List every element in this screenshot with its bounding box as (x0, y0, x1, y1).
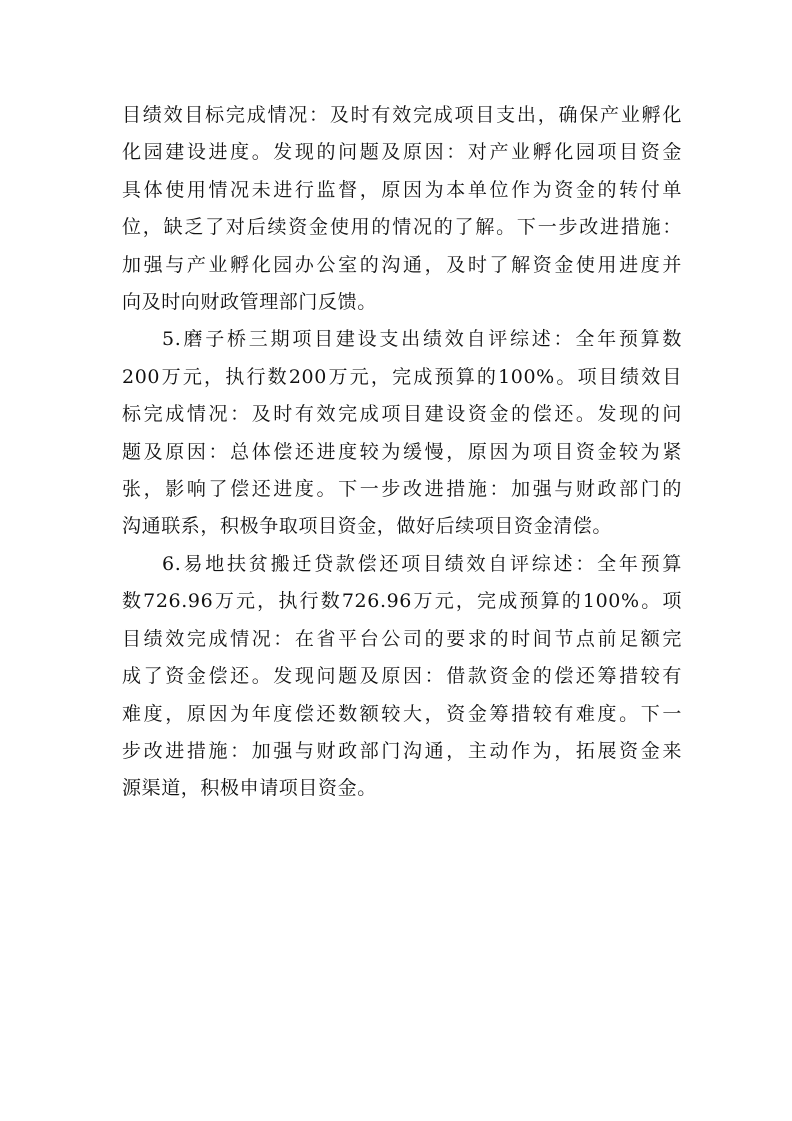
paragraph-incubator-continuation (122, 97, 682, 321)
text-line: 数726.96万元，执行数726.96万元，完成预算的100%。项 (122, 590, 682, 613)
text-line: 6.易地扶贫搬迁贷款偿还项目绩效自评综述：全年预算 (162, 552, 682, 575)
text-line: 5.磨子桥三期项目建设支出绩效自评综述：全年预算数 (162, 328, 682, 351)
text-line: 沟通联系，积极争取项目资金，做好后续项目资金清偿。 (122, 515, 613, 538)
text-line: 加强与产业孵化园办公室的沟通，及时了解资金使用进度并 (122, 253, 682, 276)
text-line: 目绩效目标完成情况：及时有效完成项目支出，确保产业孵化 (122, 104, 682, 126)
text-line: 题及原因：总体偿还进度较为缓慢，原因为项目资金较为紧 (122, 440, 682, 463)
text-line: 难度，原因为年度偿还数额较大，资金筹措较有难度。下一 (122, 702, 682, 725)
text-line: 标完成情况：及时有效完成项目建设资金的偿还。发现的问 (122, 403, 682, 426)
paragraph-mozi-bridge (122, 321, 682, 545)
text-line: 目绩效完成情况：在省平台公司的要求的时间节点前足额完 (122, 627, 682, 650)
text-line: 源渠道，积极申请项目资金。 (122, 777, 377, 800)
text-line: 成了资金偿还。发现问题及原因：借款资金的偿还筹措较有 (122, 665, 682, 688)
document-body (122, 97, 682, 808)
text-line: 具体使用情况未进行监督，原因为本单位作为资金的转付单 (122, 178, 682, 201)
text-line: 200万元，执行数200万元，完成预算的100%。项目绩效目 (122, 365, 682, 388)
text-line: 张，影响了偿还进度。下一步改进措施：加强与财政部门的 (122, 478, 682, 501)
paragraph-poverty-relocation (122, 546, 682, 808)
text-line: 向及时向财政管理部门反馈。 (122, 291, 377, 314)
text-line: 化园建设进度。发现的问题及原因：对产业孵化园项目资金 (122, 141, 682, 164)
text-line: 位，缺乏了对后续资金使用的情况的了解。下一步改进措施： (122, 216, 682, 239)
text-line: 步改进措施：加强与财政部门沟通，主动作为，拓展资金来 (122, 739, 682, 762)
